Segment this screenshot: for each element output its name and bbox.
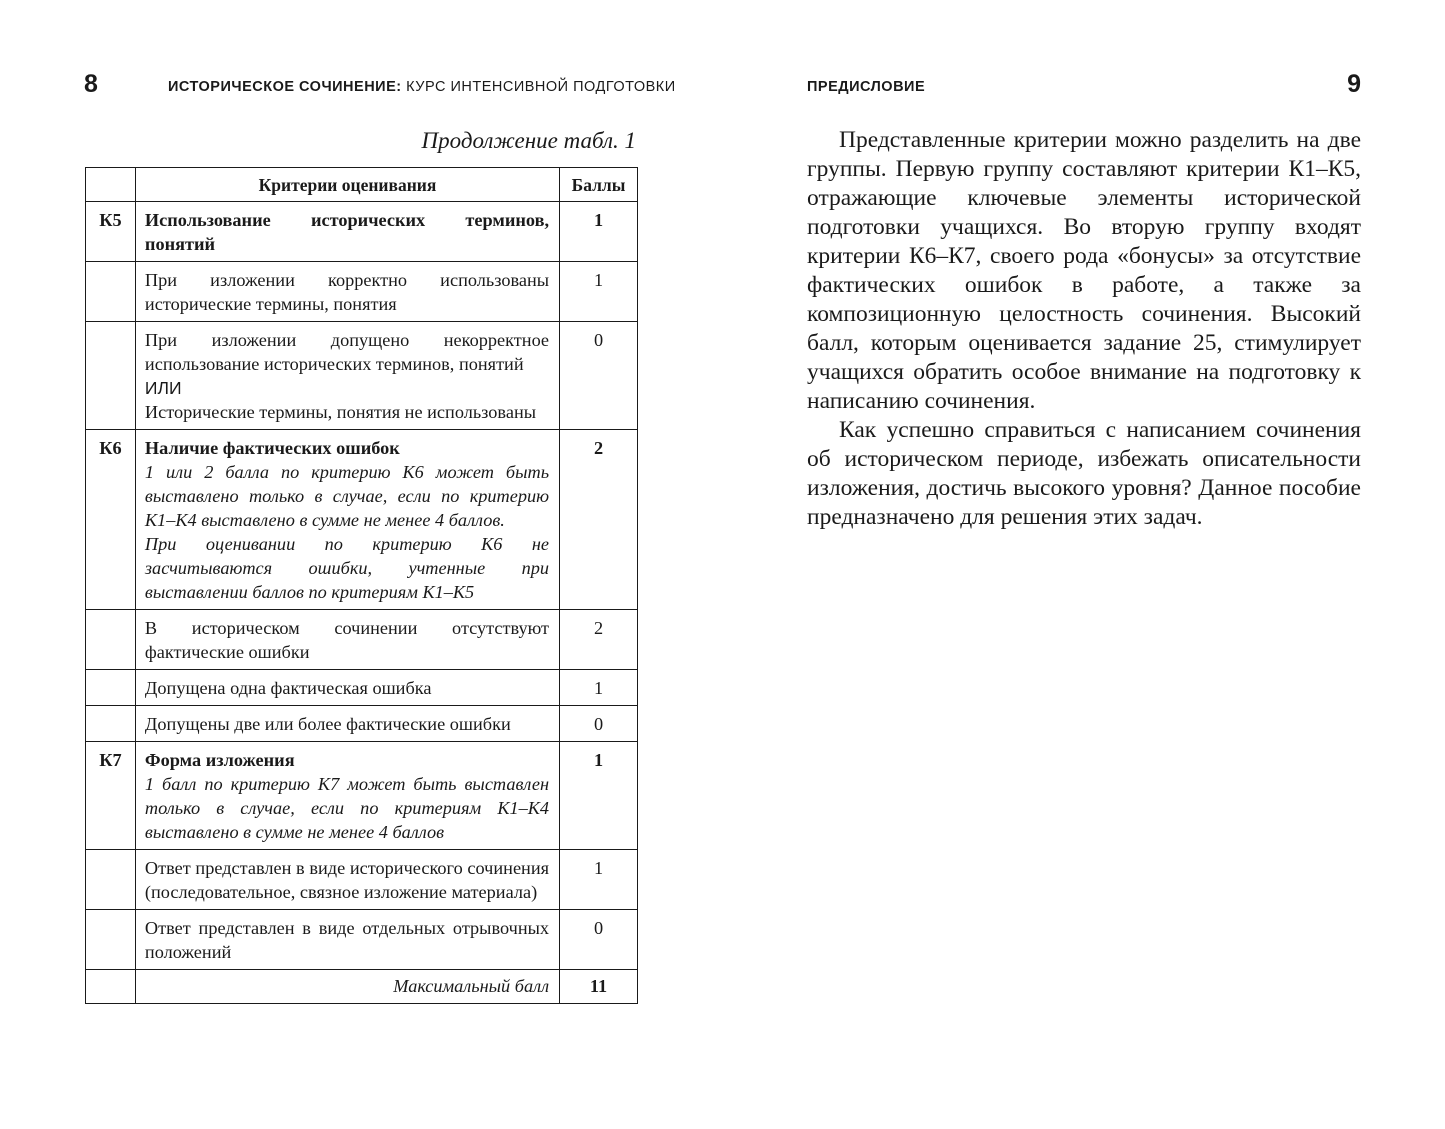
criterion-title-cell: [135, 742, 559, 850]
criterion-code-empty: [86, 322, 136, 430]
criteria-table: [85, 167, 638, 1004]
table-row: [86, 706, 638, 742]
table-row: [86, 742, 638, 850]
table-row: [86, 910, 638, 970]
right-page: [722, 0, 1445, 1129]
criterion-code-empty: [86, 910, 136, 970]
criterion-code: К5: [86, 202, 136, 262]
max-score-label: Максимальный балл: [135, 970, 559, 1004]
running-head-title: ИСТОРИЧЕСКОЕ СОЧИНЕНИЕ:: [168, 79, 402, 95]
total-code-empty: [86, 970, 136, 1004]
table-row: [86, 670, 638, 706]
option-points: 0: [560, 706, 638, 742]
criterion-title: Использование исторических терминов, понятий: [144, 210, 550, 254]
max-score-value: 11: [560, 970, 638, 1004]
criterion-points: 1: [560, 202, 638, 262]
option-text: Ответ представлен в виде отдельных отрывочных положений: [135, 910, 559, 970]
table-header-row: [86, 168, 638, 202]
criterion-title-cell: [135, 202, 559, 262]
criterion-note: 1 балл по критерию К7 может быть выставлен только в случае, если по критериям К1–К4 выставлено в сумме не менее 4 баллов: [144, 774, 550, 842]
option-text: Исторические термины, понятия не использованы: [144, 402, 537, 422]
table-row: [86, 202, 638, 262]
paragraph: Как успешно справиться с написанием сочинения об историческом периоде, избежать описательности изложения, достичь высокого уровня? Данное пособие предназначено для решения этих задач.: [807, 417, 1361, 530]
running-head-subtitle: КУРС ИНТЕНСИВНОЙ ПОДГОТОВКИ: [401, 79, 676, 95]
table-row: [86, 262, 638, 322]
header-points: Баллы: [560, 168, 638, 202]
criterion-note: 1 или 2 балла по критерию К6 может быть выставлено только в случае, если по критерию К1–К4 выставлено в сумме не менее 4 баллов.: [144, 462, 550, 530]
criterion-note: При оценивании по критерию К6 не засчитываются ошибки, учтенные при выставлении баллов по критериям К1–К5: [144, 534, 550, 602]
header-code-cell: [86, 168, 136, 202]
option-text: Ответ представлен в виде исторического сочинения (последовательное, связное изложение материала): [135, 850, 559, 910]
criterion-code-empty: [86, 610, 136, 670]
table-row: [86, 430, 638, 610]
running-head-left: [168, 79, 676, 95]
criterion-points: 2: [560, 430, 638, 610]
option-points: 1: [560, 262, 638, 322]
paragraph: Представленные критерии можно разделить на две группы. Первую группу составляют критерии К1–К5, отражающие ключевые элементы исторической подготовки учащихся. Во вторую группу входят критерии К6–К7, своего рода «бонусы» за отсутствие фактических ошибок в работе, а также за композиционную целостность сочинения. Высокий балл, которым оценивается задание 25, стимулирует учащихся обратить особое внимание на подготовку к написанию сочинения.: [807, 127, 1361, 414]
table-row-total: [86, 970, 638, 1004]
criterion-code: К6: [86, 430, 136, 610]
option-text: Допущена одна фактическая ошибка: [135, 670, 559, 706]
table-row: [86, 610, 638, 670]
body-text: [807, 126, 1361, 532]
running-head-right: ПРЕДИСЛОВИЕ: [807, 79, 926, 95]
criterion-code-empty: [86, 706, 136, 742]
or-label: ИЛИ: [144, 378, 182, 398]
option-text: При изложении корректно использованы исторические термины, понятия: [135, 262, 559, 322]
option-points: 0: [560, 322, 638, 430]
criterion-title-cell: [135, 430, 559, 610]
option-points: 1: [560, 670, 638, 706]
criterion-points: 1: [560, 742, 638, 850]
table-row: [86, 322, 638, 430]
option-text-cell: [135, 322, 559, 430]
criterion-title: Форма изложения: [144, 750, 295, 770]
page-number-left: 8: [84, 70, 98, 98]
option-points: 1: [560, 850, 638, 910]
option-text: В историческом сочинении отсутствуют фактические ошибки: [135, 610, 559, 670]
header-criteria: Критерии оценивания: [135, 168, 559, 202]
option-text: При изложении допущено некорректное использование исторических терминов, понятий: [144, 330, 550, 374]
option-points: 0: [560, 910, 638, 970]
table-row: [86, 850, 638, 910]
option-points: 2: [560, 610, 638, 670]
criterion-code-empty: [86, 850, 136, 910]
left-page: [0, 0, 722, 1129]
criterion-code-empty: [86, 670, 136, 706]
table-caption: Продолжение табл. 1: [421, 128, 636, 153]
criterion-code-empty: [86, 262, 136, 322]
page-number-right: 9: [1347, 70, 1361, 98]
criterion-title: Наличие фактических ошибок: [144, 438, 400, 458]
option-text: Допущены две или более фактические ошибки: [135, 706, 559, 742]
criterion-code: К7: [86, 742, 136, 850]
